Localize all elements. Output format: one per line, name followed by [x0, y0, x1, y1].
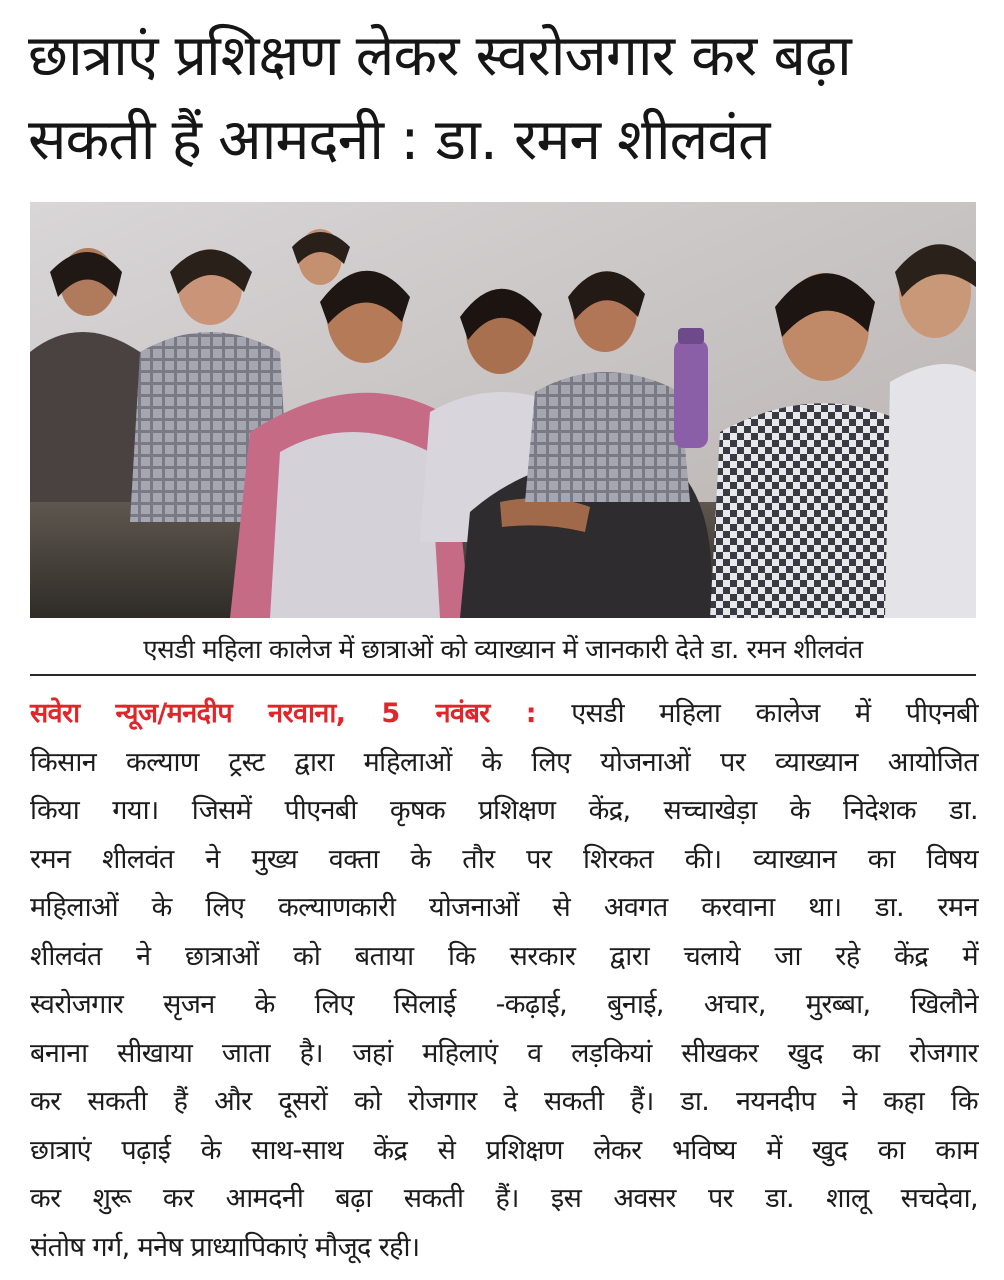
headline-line-1: छात्राएं प्रशिक्षण लेकर स्वरोजगार कर बढ़ा	[28, 23, 851, 89]
photo-caption: एसडी महिला कालेज में छात्राओं को व्याख्यान में जानकारी देते डा. रमन शीलवंत	[30, 626, 976, 676]
news-photo	[30, 202, 976, 618]
article-line: किसान कल्याण ट्रस्ट द्वारा महिलाओं के लिए योजनाओं पर व्याख्यान आयोजित	[30, 746, 978, 778]
article-line: शीलवंत ने छात्राओं को बताया कि सरकार द्वारा चलाये जा रहे केंद्र में	[30, 940, 978, 972]
article-body	[30, 690, 978, 1272]
article-line: बनाना सीखाया जाता है। जहां महिलाएं व लड़कियां सीखकर खुद का रोजगार	[30, 1037, 978, 1069]
headline	[28, 14, 978, 182]
article-line: महिलाओं के लिए कल्याणकारी योजनाओं से अवगत करवाना था। डा. रमन	[30, 892, 978, 923]
article-line: संतोष गर्ग, मनेष प्राध्यापिकाएं मौजूद रही।	[30, 1231, 420, 1263]
article-line: स्वरोजगार सृजन के लिए सिलाई -कढ़ाई, बुनाई, अचार, मुरब्बा, खिलौने	[30, 989, 978, 1020]
article-line	[30, 690, 978, 739]
article-line-text: एसडी महिला कालेज में पीएनबी	[535, 698, 978, 729]
headline-line-2: सकती हैं आमदनी : डा. रमन शीलवंत	[28, 107, 770, 173]
article-line: किया गया। जिसमें पीएनबी कृषक प्रशिक्षण केंद्र, सच्चाखेड़ा के निदेशक डा.	[30, 795, 978, 826]
photo-students-icon	[30, 202, 976, 618]
article-line: कर शुरू कर आमदनी बढ़ा सकती हैं। इस अवसर पर डा. शालू सचदेवा,	[30, 1183, 978, 1214]
article-line: रमन शीलवंत ने मुख्य वक्ता के तौर पर शिरकत की। व्याख्यान का विषय	[30, 843, 978, 875]
article-line: छात्राएं पढ़ाई के साथ-साथ केंद्र से प्रशिक्षण लेकर भविष्य में खुद का काम	[30, 1134, 978, 1166]
article-line: कर सकती हैं और दूसरों को रोजगार दे सकती हैं। डा. नयनदीप ने कहा कि	[30, 1086, 978, 1117]
dateline: सवेरा न्यूज/मनदीप नरवाना, 5 नवंबर :	[30, 698, 536, 729]
